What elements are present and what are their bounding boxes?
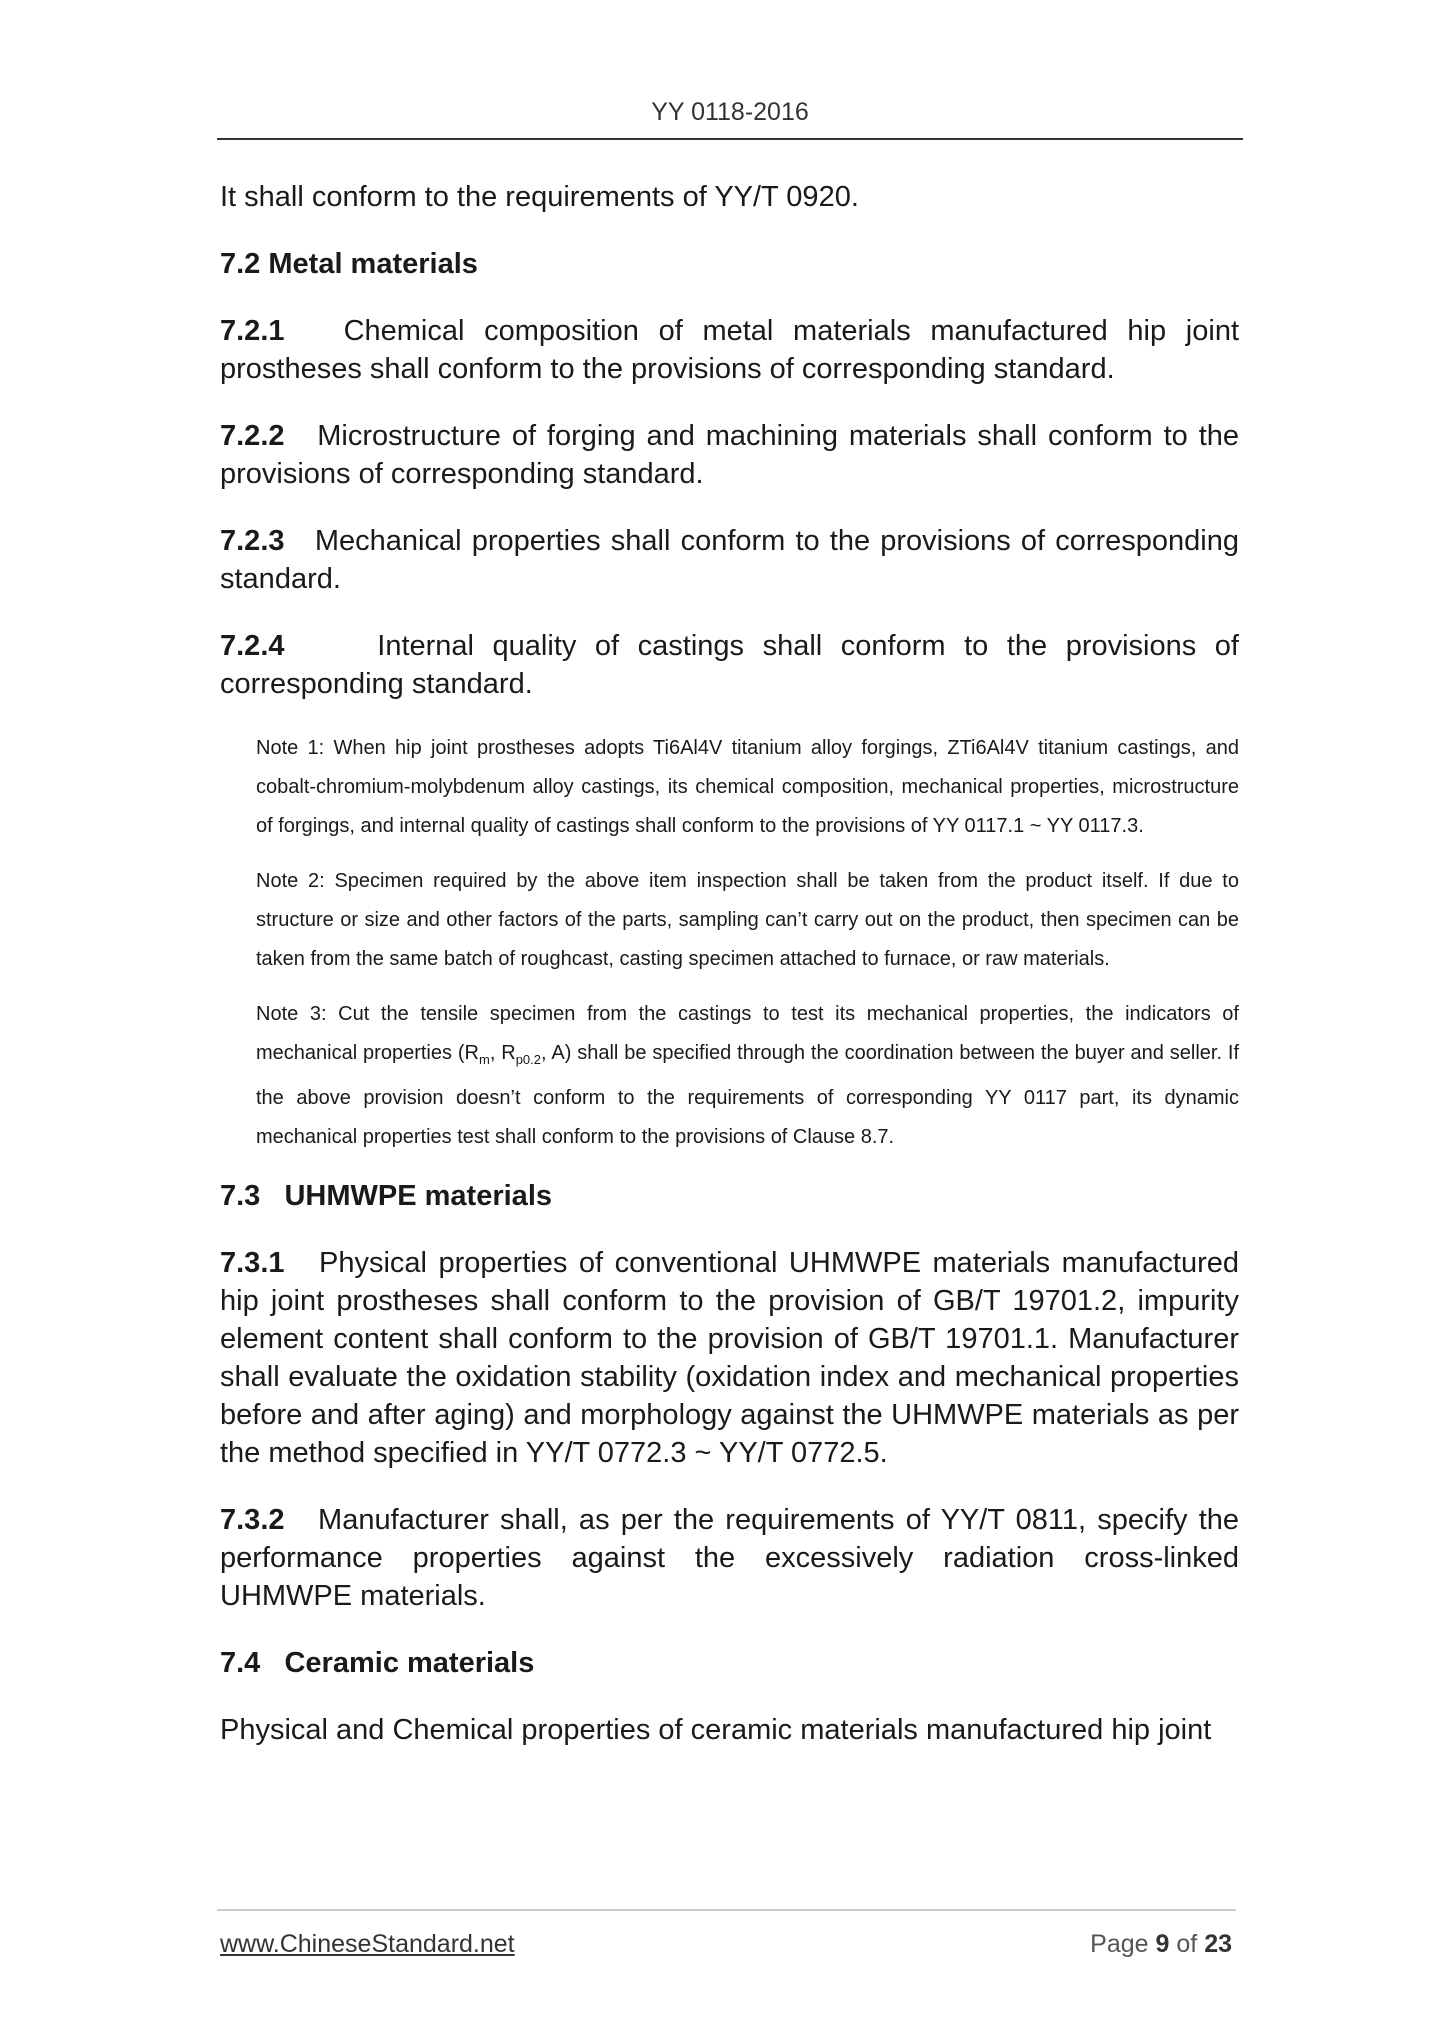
clause-7-2-4 bbox=[220, 627, 1239, 703]
footer-divider bbox=[217, 1909, 1236, 1911]
website-link[interactable]: www.ChineseStandard.net bbox=[220, 1930, 515, 1958]
note-3-subscript: m bbox=[478, 1052, 490, 1067]
page-total: 23 bbox=[1204, 1930, 1232, 1958]
clause-7-2-3 bbox=[220, 522, 1239, 598]
clause-number: 7.2.1 bbox=[220, 315, 285, 347]
clause-7-2-2 bbox=[220, 417, 1239, 493]
note-1: Note 1: When hip joint prostheses adopts Ti6Al4V titanium alloy forgings, ZTi6Al4V titanium castings, and cobalt-chromium-molybdenum alloy castings, its chemical composition, mechanical properties, microstructure of forgings, and internal quality of castings shall conform to the provisions of YY 0117.1 ~ YY 0117.3. bbox=[256, 737, 1239, 837]
clause-number: 7.2.4 bbox=[220, 630, 285, 662]
clause-number: 7.3.1 bbox=[220, 1247, 285, 1279]
page-content bbox=[220, 178, 1239, 1749]
clause-text: Mechanical properties shall conform to the provisions of corresponding standard. bbox=[220, 525, 1239, 595]
page-current: 9 bbox=[1155, 1930, 1170, 1958]
note-3 bbox=[256, 995, 1239, 1157]
clause-7-3-2 bbox=[220, 1501, 1239, 1615]
clause-7-4-paragraph: Physical and Chemical properties of ceramic materials manufactured hip joint bbox=[220, 1714, 1212, 1746]
note-3-text: , A) shall be specified through the coordination between the buyer and seller. If the above provision doesn’t conform to the requirements of corresponding YY 0117 part, its dynamic mechanical properties test shall conform to the provisions of Clause 8.7. bbox=[256, 1042, 1239, 1148]
clause-text: Physical properties of conventional UHMWPE materials manufactured hip joint prostheses shall conform to the provision of GB/T 19701.2, impurity element content shall conform to the provision of GB/T 19701.1. Manufacturer shall evaluate the oxidation stability (oxidation index and mechanical properties before and after aging) and morphology against the UHMWPE materials as per the method specified in YY/T 0772.3 ~ YY/T 0772.5. bbox=[220, 1247, 1239, 1469]
note-3-text: , R bbox=[489, 1042, 516, 1064]
page-indicator bbox=[1090, 1930, 1232, 1959]
note-3-subscript: p0.2 bbox=[515, 1052, 542, 1067]
clause-text: Manufacturer shall, as per the requirements of YY/T 0811, specify the performance properties against the excessively radiation cross-linked UHMWPE materials. bbox=[220, 1504, 1240, 1612]
clause-number: 7.2.3 bbox=[220, 525, 285, 557]
clause-text: Chemical composition of metal materials manufactured hip joint prostheses shall conform to the provisions of corresponding standard. bbox=[220, 315, 1240, 385]
document-id: YY 0118-2016 bbox=[651, 98, 809, 126]
running-header bbox=[217, 98, 1243, 140]
intro-paragraph: It shall conform to the requirements of YY/T 0920. bbox=[220, 181, 859, 213]
clause-number: 7.3.2 bbox=[220, 1504, 285, 1536]
clause-7-2-1 bbox=[220, 312, 1239, 388]
note-2: Note 2: Specimen required by the above item inspection shall be taken from the product itself. If due to structure or size and other factors of the parts, sampling can’t carry out on the product, then specimen can be taken from the same batch of roughcast, casting specimen attached to furnace, or raw materials. bbox=[256, 870, 1239, 970]
note-3-text: Note 3: Cut the tensile specimen from the castings to test its mechanical properties, the indicators of mechanical properties (R bbox=[256, 1003, 1239, 1064]
page-of-label: of bbox=[1176, 1930, 1198, 1958]
clause-number: 7.2.2 bbox=[220, 420, 285, 452]
section-heading-7-3: 7.3 UHMWPE materials bbox=[220, 1180, 552, 1212]
page-label: Page bbox=[1090, 1930, 1149, 1958]
clause-text: Microstructure of forging and machining materials shall conform to the provisions of corresponding standard. bbox=[220, 420, 1240, 490]
section-heading-7-2: 7.2 Metal materials bbox=[220, 248, 478, 280]
clause-7-3-1 bbox=[220, 1244, 1239, 1472]
section-heading-7-4: 7.4 Ceramic materials bbox=[220, 1647, 535, 1679]
clause-text: Internal quality of castings shall conform to the provisions of corresponding standard. bbox=[220, 630, 1239, 700]
